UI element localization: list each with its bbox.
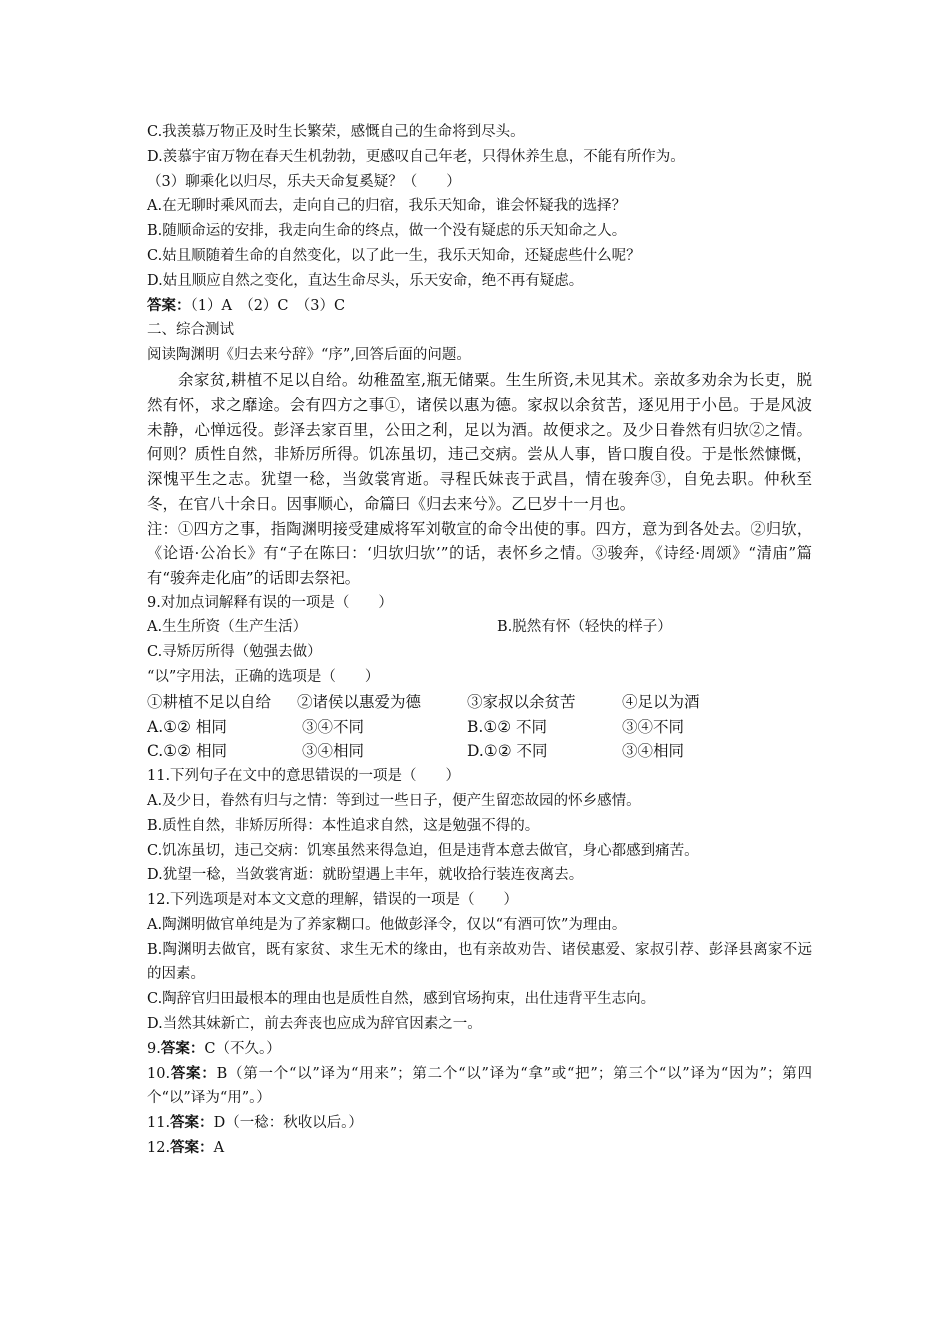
question-10-options-cd (147, 739, 812, 764)
answer-label: 答案： (170, 1064, 217, 1082)
option-line: C.我羡慕万物正及时生长繁荣，感慨自己的生命将到尽头。 (147, 124, 525, 140)
answer-label: 答案： (170, 1139, 214, 1157)
answer-text: D（一稔：秋收以后。） (213, 1115, 363, 1132)
option-line: D.姑且顺应自然之变化，直达生命尽头，乐天安命，绝不再有疑虑。 (147, 272, 584, 289)
answer-label: 答案： (160, 1039, 205, 1057)
option-c: C.寻矫厉所得（勉强去做） (147, 644, 322, 661)
answer-number: 9. (147, 1040, 161, 1057)
answer-text: A (213, 1140, 225, 1157)
option-c-part1: C.①② 相同 (147, 742, 227, 761)
question-11-stem: 11.下列句子在文中的意思错误的一项是（ ） (147, 768, 461, 785)
option-b-part1: B.①② 不同 (467, 717, 548, 736)
answer-text: B（第一个“以”译为“用来”；第二个“以”译为“拿”或“把”；第三个“以”译为“因为”；第四个“以”译为“用”。） (147, 1065, 812, 1107)
answer-9 (147, 1037, 812, 1062)
document-page (147, 120, 812, 1161)
option-a: A.生生所资（生产生活） (147, 619, 308, 636)
option-d-part2: ③④相同 (622, 742, 685, 761)
option-a: A.及少日，眷然有归与之情：等到过一些日子，便产生留恋故园的怀乡感情。 (147, 792, 641, 809)
answer-number: 10. (147, 1065, 171, 1082)
question-12-stem: 12.下列选项是对本文文意的理解，错误的一项是（ ） (147, 892, 519, 909)
answer-text: C（不久。） (204, 1040, 281, 1057)
option-c: C.陶辞官归田最根本的理由也是质性自然，感到官场拘束，出仕违背平生志向。 (147, 991, 656, 1008)
section-heading: 二、综合测试 (147, 322, 234, 339)
question-10-stem: “以”字用法，正确的选项是（ ） (147, 668, 380, 685)
option-b: B.脱然有怀（轻快的样子） (497, 619, 672, 636)
item-4: ④足以为酒 (622, 692, 700, 711)
answer-number: 11. (147, 1115, 171, 1132)
answer-label: 答案： (170, 1114, 214, 1132)
answer-12 (147, 1136, 812, 1161)
question-9-stem: 9.对加点词解释有误的一项是（ ） (147, 594, 393, 611)
option-line: B.随顺命运的安排，我走向生命的终点，做一个没有疑虑的乐天知命之人。 (147, 223, 627, 240)
option-c: C.饥冻虽切，违己交病：饥寒虽然来得急迫，但是违背本意去做官，身心都感到痛苦。 (147, 842, 699, 859)
answer-text: （1）A （2）C （3）C (190, 297, 346, 314)
passage-note: 注：①四方之事，指陶渊明接受建威将军刘敬宣的命令出使的事。四方，意为到各处去。②归欤，《论语·公冶长》有“子在陈曰：‘归欤归欤’”的话，表怀乡之情。③骏奔，《诗经·周颂》“清庙”篇有“骏奔走化庙”的话即去祭祀。 (147, 519, 812, 587)
option-b: B.质性自然，非矫厉所得：本性追求自然，这是勉强不得的。 (147, 817, 540, 834)
question-10-options-ab (147, 715, 812, 740)
passage-intro: 阅读陶渊明《归去来兮辞》“序”,回答后面的问题。 (147, 347, 471, 364)
item-1: ①耕植不足以自给 (147, 692, 272, 711)
option-a-part1: A.①② 相同 (147, 717, 227, 736)
option-b-part2: ③④不同 (622, 717, 685, 736)
option-line: D.羡慕宇宙万物在春天生机勃勃，更感叹自己年老，只得休养生息，不能有所作为。 (147, 148, 685, 165)
option-d: D.当然其妹新亡，前去奔丧也应成为辞官因素之一。 (147, 1016, 482, 1033)
answer-line (147, 294, 812, 319)
question-line: （3）聊乘化以归尽，乐夫天命复奚疑？（ ） (147, 173, 461, 190)
answer-11 (147, 1111, 812, 1136)
question-10-items (147, 690, 812, 715)
answer-label: 答案： (147, 296, 191, 314)
question-9-options-ab (147, 615, 812, 640)
option-d: D.犹望一稔，当敛裳宵逝：就盼望遇上丰年，就收拾行装连夜离去。 (147, 867, 584, 884)
answer-number: 12. (147, 1140, 171, 1157)
item-3: ③家叔以余贫苦 (467, 692, 576, 711)
option-line: C.姑且顺随着生命的自然变化，以了此一生，我乐天知命，还疑虑些什么呢？ (147, 247, 641, 264)
option-c-part2: ③④相同 (302, 742, 365, 761)
passage-text: 余家贫,耕植不足以自给。幼稚盈室,瓶无储粟。生生所资,未见其术。亲故多劝余为长吏，脱然有怀，求之靡途。会有四方之事①，诸侯以惠为德。家叔以余贫苦，逐见用于小邑。于是风波未静，心惮远役。彭泽去家百里，公田之利，足以为酒。故便求之。及少日眷然有归欤②之情。何则？质性自然，非矫厉所得。饥冻虽切，违己交病。尝从人事，皆口腹自役。于是怅然慷慨，深愧平生之志。犹望一稔，当敛裳宵逝。寻程氏妹丧于武昌，情在骏奔③，自免去职。仲秋至冬，在官八十余日。因事顺心，命篇曰《归去来兮》。乙巳岁十一月也。 (147, 370, 812, 513)
item-2: ②诸侯以惠爱为德 (297, 692, 422, 711)
option-a: A.陶渊明做官单纯是为了养家糊口。他做彭泽令，仅以“有酒可饮”为理由。 (147, 916, 627, 933)
option-b: B.陶渊明去做官，既有家贫、求生无术的缘由，也有亲故劝告、诸侯惠爱、家叔引荐、彭泽县离家不远的因素。 (147, 941, 812, 983)
option-line: A.在无聊时乘风而去，走向自己的归宿，我乐天知命，谁会怀疑我的选择？ (147, 198, 627, 215)
option-a-part2: ③④不同 (302, 717, 365, 736)
option-d-part1: D.①② 不同 (467, 742, 548, 761)
answer-10 (147, 1062, 812, 1112)
